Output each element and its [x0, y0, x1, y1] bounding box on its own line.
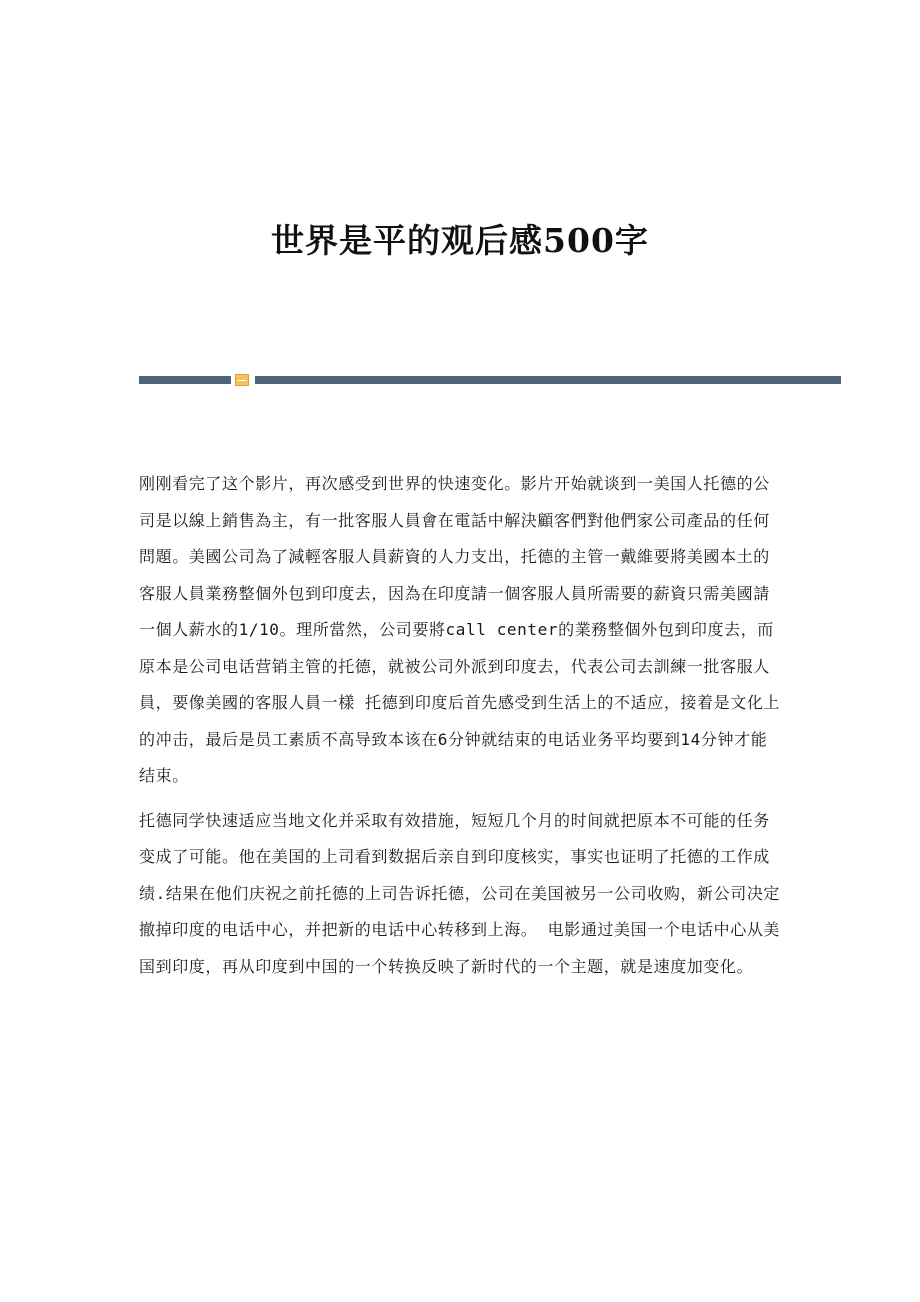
divider-ornament-icon	[235, 374, 249, 386]
paragraph-1: 刚刚看完了这个影片，再次感受到世界的快速变化。影片开始就谈到一美国人托德的公司是以線上銷售為主，有一批客服人員會在電話中解決顧客們對他們家公司產品的任何問題。美國公司為了減輕客服人員薪資的人力支出，托德的主管一戴維要將美國本土的客服人員業務整個外包到印度去，因為在印度請一個客服人員所需要的薪資只需美國請一個人薪水的1/10。理所當然，公司要將call center的業務整個外包到印度去，而原本是公司电话营销主管的托德，就被公司外派到印度去，代表公司去訓練一批客服人員，要像美國的客服人員一樣 托德到印度后首先感受到生活上的不适应，接着是文化上的冲击，最后是员工素质不高导致本该在6分钟就结束的电话业务平均要到14分钟才能结束。	[139, 474, 781, 785]
divider-bar-left	[139, 376, 231, 384]
paragraph-2: 托德同学快速适应当地文化并采取有效措施，短短几个月的时间就把原本不可能的任务变成了可能。他在美国的上司看到数据后亲自到印度核实，事实也证明了托德的工作成绩.结果在他们庆祝之前托德的上司告诉托德，公司在美国被另一公司收购，新公司决定撤掉印度的电话中心，并把新的电话中心转移到上海。 电影通过美国一个电话中心从美国到印度，再从印度到中国的一个转换反映了新时代的一个主题，就是速度加变化。	[139, 810, 781, 976]
title-divider	[139, 374, 841, 386]
divider-bar-right	[255, 376, 841, 384]
document-body	[139, 466, 781, 993]
document-title: 世界是平的观后感500字	[271, 221, 649, 260]
